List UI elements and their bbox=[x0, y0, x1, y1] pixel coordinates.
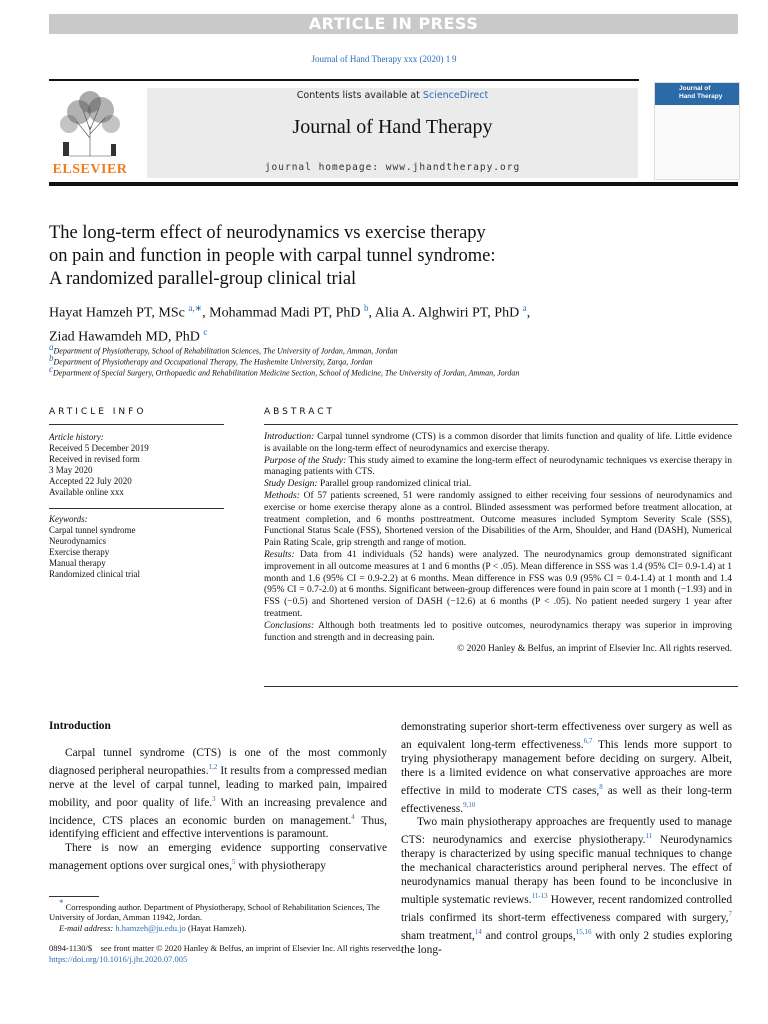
sciencedirect-link[interactable]: ScienceDirect bbox=[422, 90, 489, 101]
masthead-top-rule bbox=[49, 79, 639, 81]
abstract-rule bbox=[264, 424, 738, 425]
author-name[interactable]: Mohammad Madi PT, PhD bbox=[209, 305, 361, 321]
intro-paragraph: Carpal tunnel syndrome (CTS) is one of the most commonly diagnosed peripheral neuropathies.$^{1,2}$ It results from a compressed median nerve at the level of carpal tunnel, leading to marked pain, impaired mobility, and poor quality of life.$^3$ With an increasing prevalence and incidence, CTS places an economic burden on management.$^4$ Thus, identifying efficient and effective interventions is paramount. bbox=[49, 747, 387, 841]
keyword-item[interactable]: Manual therapy bbox=[49, 558, 106, 568]
title-line-1: The long-term effect of neurodynamics vs exercise therapy bbox=[49, 223, 486, 243]
affiliation-c: $^c$Department of Special Surgery, Orthopaedic and Rehabilitation Medicine Section, School of Medicine, The University of Jordan, Amman, Jordan bbox=[49, 364, 520, 378]
abstract-body bbox=[264, 432, 732, 656]
article-title bbox=[49, 222, 738, 291]
citation-link[interactable]: 1,2 bbox=[208, 763, 218, 771]
issn-line: 0894-1130/$ see front matter © 2020 Hanley & Belfus, an imprint of Elsevier Inc. All rights reserved. bbox=[49, 943, 403, 953]
history-item: Received 5 December 2019 bbox=[49, 443, 149, 453]
article-in-press-banner: ARTICLE IN PRESS bbox=[49, 14, 738, 34]
article-info-rule bbox=[49, 424, 224, 425]
author-affil-marker[interactable]: a,∗ bbox=[188, 303, 203, 313]
abstract-purpose: Purpose of the Study: This study aimed to examine the long-term effect of neurodynamic techniques vs exercise therapy in managing patients with CTS. bbox=[264, 455, 732, 478]
abstract-bottom-rule bbox=[264, 686, 738, 687]
corresponding-author-note: * Corresponding author. Department of Physiotherapy, School of Rehabilitation Sciences, The University of Jordan, Amman 11942, Jordan. E-mail address: h.hamzeh@ju.edu.jo (Hayat Hamzeh). bbox=[49, 898, 380, 933]
keywords-label: Keywords: bbox=[49, 514, 88, 524]
journal-cover-thumbnail bbox=[654, 82, 740, 180]
contents-available-line bbox=[147, 90, 638, 101]
author-name[interactable]: Hayat Hamzeh PT, MSc bbox=[49, 305, 185, 321]
abstract-conclusions: Conclusions: Although both treatments led to positive outcomes, neurodynamics therapy was superior in improving function and strength and in decreasing pain. bbox=[264, 620, 732, 643]
keyword-item[interactable]: Carpal tunnel syndrome bbox=[49, 525, 136, 535]
title-line-3: A randomized parallel-group clinical trial bbox=[49, 269, 357, 289]
elsevier-wordmark: ELSEVIER bbox=[52, 162, 128, 177]
citation-link[interactable]: 11 bbox=[645, 832, 653, 841]
cover-title bbox=[679, 85, 722, 101]
footnote-rule bbox=[49, 896, 99, 897]
citation-link[interactable]: 5 bbox=[231, 858, 236, 867]
contents-prefix: Contents lists available at bbox=[296, 90, 423, 101]
abstract-design: Study Design: Parallel group randomized clinical trial. bbox=[264, 479, 472, 490]
keyword-item[interactable]: Neurodynamics bbox=[49, 536, 106, 546]
journal-citation-link[interactable]: Journal of Hand Therapy xxx (2020) 1 9 bbox=[311, 54, 457, 64]
abstract-copyright: © 2020 Hanley & Belfus, an imprint of Elsevier Inc. All rights reserved. bbox=[456, 644, 732, 655]
keywords bbox=[49, 514, 224, 580]
info-divider bbox=[49, 508, 224, 509]
article-history bbox=[49, 432, 224, 498]
journal-title: Journal of Hand Therapy bbox=[292, 116, 493, 138]
history-label: Article history: bbox=[49, 432, 104, 442]
article-info-heading: ARTICLE INFO bbox=[49, 407, 147, 417]
masthead-bottom-rule bbox=[49, 182, 738, 186]
abstract-methods: Methods: Of 57 patients screened, 51 were randomly assigned to either receiving four sessions of neurodynamics and exercise or home exercise therapy alone as a control. Blinded assessment was performed before treatment allocation, at treatment completion, and 6 months posttreatment. Outcome measures included Symptom Severity Scale (SSS), Functional Status Scale (FSS), Shortened version of the Disabilities of the Arm, Shoulder, and Hand (DASH), Numerical Pain Rating Scale, grip strength and range of motion. bbox=[264, 490, 732, 549]
intro-right-column bbox=[401, 720, 732, 957]
doi-link[interactable]: https://doi.org/10.1016/j.jht.2020.07.005 bbox=[49, 954, 188, 964]
citation-link[interactable]: 15,16 bbox=[575, 927, 592, 936]
cover-title-line-1: Journal of bbox=[679, 85, 711, 92]
author-email-link[interactable]: h.hamzeh@ju.edu.jo bbox=[115, 922, 186, 933]
author-affil-marker[interactable]: c bbox=[203, 326, 208, 337]
intro-paragraph: There is now an emerging evidence supporting conservative management options over surgical ones,$^5$ with physiotherapy bbox=[49, 842, 387, 873]
history-item: Accepted 22 July 2020 bbox=[49, 476, 132, 486]
citation-link[interactable]: 4 bbox=[351, 812, 355, 821]
abstract-introduction: Introduction: Carpal tunnel syndrome (CTS) is a common disorder that limits function and quality of life. Little evidence is available on the long-term effect of neurodynamics and exercise therapy. bbox=[264, 432, 732, 454]
affiliation-a: $^a$Department of Physiotherapy, School of Rehabilitation Sciences, The University of Jordan, Amman, Jordan bbox=[49, 342, 398, 356]
intro-paragraph: Two main physiotherapy approaches are frequently used to manage CTS: neurodynamics and exercise physiotherapy.$^{11}$ Neurodynamics therapy is characterized by using specific manual techniques to change the mechanical characteristics around peripheral nerves. The effect of neurodynamics manual therapy has been found to be inconclusive in multiple systematic reviews.$^{11-13}$ However, recent randomized controlled trials confirmed its short-term effectiveness compared with surgery,$^7$ sham treatment,$^{14}$ and control groups,$^{15,16}$ with only 2 studies exploring the long- bbox=[401, 816, 733, 956]
author-affil-marker[interactable]: b bbox=[364, 303, 369, 313]
author-list: Hayat Hamzeh PT, MSc $^{a,∗}$, Mohammad Madi PT, PhD $^b$, Alia A. Alghwiri PT, PhD $^a$, Ziad Hawamdeh MD, PhD $^c$ bbox=[49, 303, 531, 345]
intro-paragraph: demonstrating superior short-term effectiveness over surgery as well as an equivalent long-term effectiveness.$^{6,7}$ This lends more support to trying physiotherapy management before deciding on surgery. Albeit, there is a limited evidence on what conservative approaches are more effective in mild to moderate CTS cases,$^8$ as well as their long-term effectiveness.$^{9,10}$ bbox=[401, 721, 733, 815]
citation-link[interactable]: 9,10 bbox=[463, 800, 476, 809]
citation-link[interactable]: 8 bbox=[599, 782, 603, 791]
author-affil-marker[interactable]: a bbox=[522, 303, 527, 313]
history-item: Received in revised form bbox=[49, 454, 140, 464]
history-item: 3 May 2020 bbox=[49, 465, 93, 475]
intro-left-column bbox=[49, 746, 387, 873]
keyword-item[interactable]: Exercise therapy bbox=[49, 547, 110, 557]
affiliation-b: $^b$Department of Physiotherapy and Occupational Therapy, The Hashemite University, Zarqa, Jordan bbox=[49, 353, 373, 367]
citation-link[interactable]: 3 bbox=[212, 794, 216, 803]
cover-title-line-2: Hand Therapy bbox=[679, 93, 723, 100]
abstract-results: Results: Data from 41 individuals (52 hands) were analyzed. The neurodynamics group demonstrated significant improvement in all outcome measures at 1 and 6 months (P < .05). Mean difference in SSS was 1.4 (95% CI= 0.9-1.4) at 1 month and 1.6 (95% CI = 0.9-2.2) at 6 months. Mean difference in FSS was 0.9 (95% CI = 0.4-1.4) at 1 month and 1.4 (95% CI = 0.7-2.0) at 6 months. Significant between-group differences were found in pain score at 1 month (−1.93) and in FSS (−0.5) and Shortened version of DASH (−12.6) at 6 months (P < .05). No patient needed surgery 1 year after treatment. bbox=[264, 549, 732, 619]
author-name[interactable]: Alia A. Alghwiri PT, PhD bbox=[374, 305, 520, 321]
introduction-heading: Introduction bbox=[49, 720, 111, 732]
citation-link[interactable]: 7 bbox=[728, 909, 732, 918]
citation-link[interactable]: 14 bbox=[474, 927, 482, 936]
citation-link[interactable]: 11-13 bbox=[531, 892, 548, 901]
page-footer bbox=[49, 943, 738, 965]
corr-mark: * bbox=[59, 898, 64, 908]
journal-homepage[interactable]: journal homepage: www.jhandtherapy.org bbox=[264, 162, 521, 173]
history-item: Available online xxx bbox=[49, 487, 124, 497]
author-name[interactable]: Ziad Hawamdeh MD, PhD bbox=[49, 329, 200, 345]
title-line-2: on pain and function in people with carpal tunnel syndrome: bbox=[49, 246, 496, 266]
abstract-heading: ABSTRACT bbox=[264, 407, 336, 417]
keyword-item[interactable]: Randomized clinical trial bbox=[49, 569, 140, 579]
citation-link[interactable]: 6,7 bbox=[583, 737, 593, 745]
